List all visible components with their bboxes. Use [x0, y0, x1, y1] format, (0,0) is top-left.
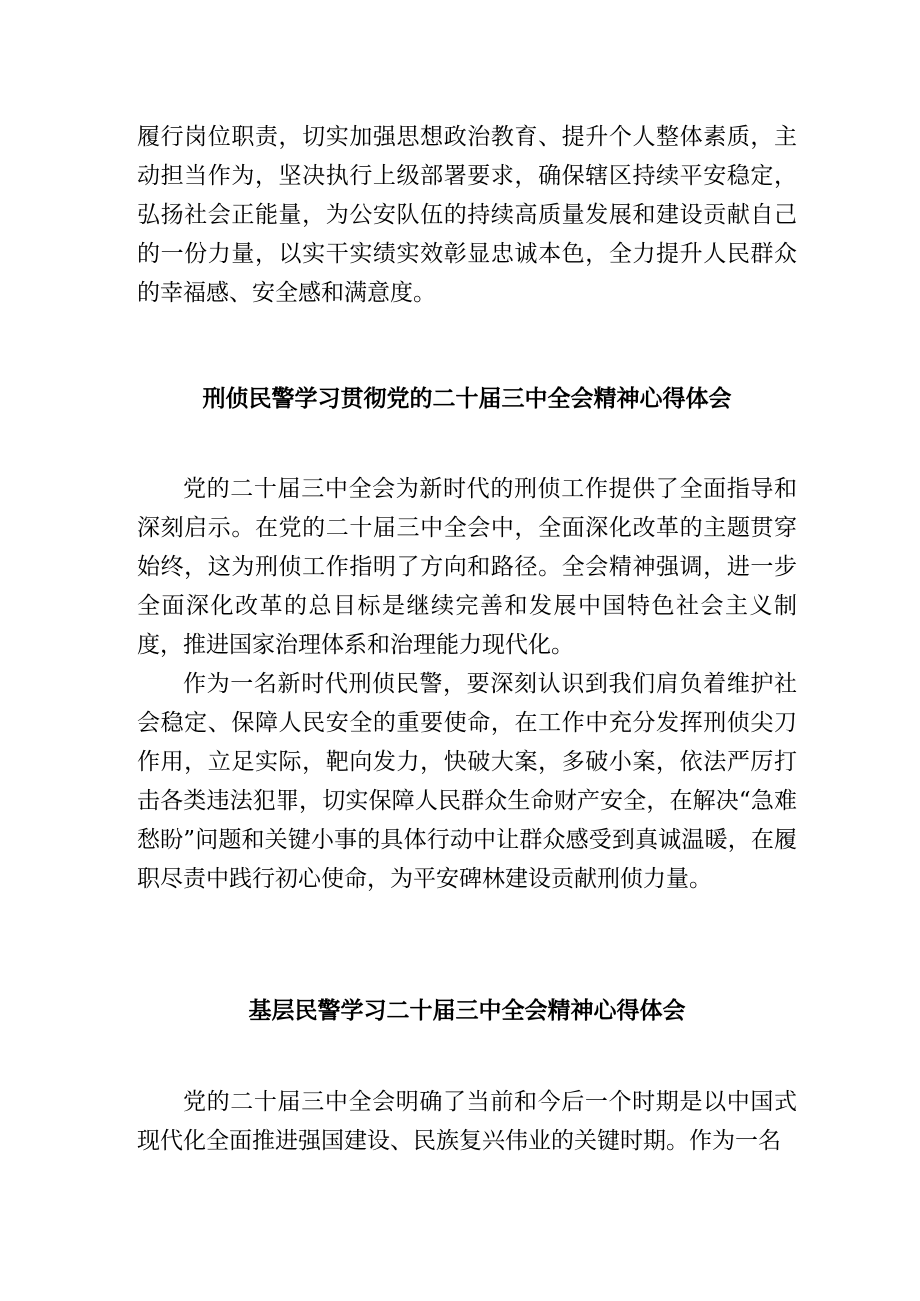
section-title-grassroots-police: 基层民警学习二十届三中全会精神心得体会 [248, 997, 686, 1024]
section2-paragraph-1: 党的二十届三中全会明确了当前和今后一个时期是以中国式现代化全面推进强国建设、民族复兴伟业的关键时期。作为一名 [137, 1089, 797, 1154]
section1-paragraph-1: 党的二十届三中全会为新时代的刑侦工作提供了全面指导和深刻启示。在党的二十届三中全会中，全面深化改革的主题贯穿始终，这为刑侦工作指明了方向和路径。全会精神强调，进一步全面深化改革的总目标是继续完善和发展中国特色社会主义制度，推进国家治理体系和治理能力现代化。 [137, 476, 797, 658]
section-title-criminal-investigation: 刑侦民警学习贯彻党的二十届三中全会精神心得体会 [202, 385, 732, 412]
continued-paragraph: 履行岗位职责，切实加强思想政治教育、提升个人整体素质，主动担当作为，坚决执行上级部署要求，确保辖区持续平安稳定，弘扬社会正能量，为公安队伍的持续高质量发展和建设贡献自己的一份力量，以实干实绩实效彰显忠诚本色，全力提升人民群众的幸福感、安全感和满意度。 [137, 124, 797, 306]
section1-paragraph-2: 作为一名新时代刑侦民警，要深刻认识到我们肩负着维护社会稳定、保障人民安全的重要使命，在工作中充分发挥刑侦尖刀作用，立足实际，靶向发力，快破大案，多破小案，依法严厉打击各类违法犯罪，切实保障人民群众生命财产安全，在解决“急难愁盼”问题和关键小事的具体行动中让群众感受到真诚温暖，在履职尽责中践行初心使命，为平安碑林建设贡献刑侦力量。 [137, 671, 797, 892]
